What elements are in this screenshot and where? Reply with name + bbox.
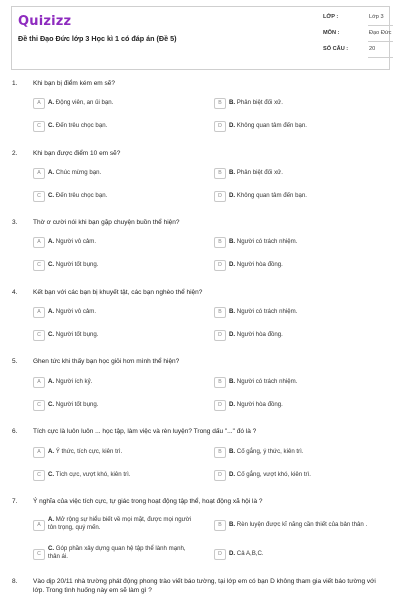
option-text: Rèn luyện được kĩ năng cần thiết của bản thân .: [236, 521, 368, 528]
option-letter-box: B: [214, 520, 226, 531]
question-number: 3.: [12, 219, 18, 226]
option-d[interactable]: D D. Không quan tâm đến bạn.: [214, 120, 384, 134]
option-letter-box: C: [33, 330, 45, 341]
option-text: Người tốt bụng.: [55, 331, 99, 338]
option-text: Người vô cảm.: [55, 308, 97, 315]
option-text: Động viên, an ủi bạn.: [55, 99, 114, 106]
meta-value: Đạo Đức: [369, 30, 392, 36]
option-text: Phân biệt đối xử.: [236, 99, 283, 106]
question-text: Kết bạn với các bạn bị khuyết tật, các bạn nghèo thể hiện?: [33, 289, 203, 296]
option-b[interactable]: B B. Phân biệt đối xử.: [214, 167, 384, 181]
question-text: Ghen tức khi thấy bạn học giỏi hơn mình thể hiện?: [33, 358, 180, 365]
option-letter-box: D: [214, 470, 226, 481]
option-text: Người hòa đồng.: [236, 261, 283, 268]
question-number: 2.: [12, 150, 18, 157]
option-letter-box: B: [214, 377, 226, 388]
option-b[interactable]: B B. Cố gắng, ý thức, kiên trì.: [214, 446, 384, 460]
option-b[interactable]: B B. Người có trách nhiệm.: [214, 306, 384, 320]
option-b[interactable]: B B. Người có trách nhiệm.: [214, 236, 384, 250]
option-text: Không quan tâm đến bạn.: [236, 192, 307, 199]
meta-underline: [368, 41, 393, 42]
option-text: Tích cực, vượt khó, kiên trì.: [55, 471, 131, 478]
meta-label: LỚP :: [323, 14, 339, 20]
option-letter-box: D: [214, 400, 226, 411]
option-letter-box: A: [33, 307, 45, 318]
meta-value: Lớp 3: [369, 14, 384, 20]
option-c[interactable]: C C. Người tốt bụng.: [33, 329, 203, 343]
option-a[interactable]: A A. Ý thức, tích cực, kiên trì.: [33, 446, 203, 460]
option-text: Góp phần xây dựng quan hệ tập thể lành mạnh, thân ái.: [48, 545, 186, 560]
meta-value: 20: [369, 46, 376, 52]
option-letter-box: B: [214, 447, 226, 458]
option-a[interactable]: A A. Người vô cảm.: [33, 306, 203, 320]
option-text: Người tốt bụng.: [55, 401, 99, 408]
option-letter-box: A: [33, 237, 45, 248]
option-letter-box: C: [33, 260, 45, 271]
option-text: Cố gắng, vượt khó, kiên trì.: [236, 471, 311, 478]
option-a[interactable]: A A. Động viên, an ủi bạn.: [33, 97, 203, 111]
option-d[interactable]: D D. Người hòa đồng.: [214, 329, 384, 343]
option-text: Đến trêu chọc bạn.: [55, 192, 108, 199]
option-text: Mở rộng sự hiểu biết về mọi mặt, được mọi người tôn trọng, quý mến.: [48, 516, 192, 531]
meta-underline: [368, 57, 393, 58]
option-c[interactable]: C C. Đến trêu chọc bạn.: [33, 120, 203, 134]
option-a[interactable]: A A. Chúc mừng bạn.: [33, 167, 203, 181]
question-number: 5.: [12, 358, 18, 365]
question-text: Thờ ơ cười nói khi bạn gặp chuyện buồn thể hiện?: [33, 219, 180, 226]
option-b[interactable]: B B. Rèn luyện được kĩ năng cần thiết của bản thân .: [214, 519, 384, 533]
option-c[interactable]: C C. Góp phần xây dựng quan hệ tập thể lành mạnh, thân ái.: [33, 544, 203, 566]
meta-label: SỐ CÂU :: [323, 46, 349, 52]
meta-question-count: [323, 44, 393, 58]
option-letter-box: B: [214, 168, 226, 179]
option-d[interactable]: D D. Cố gắng, vượt khó, kiên trì.: [214, 469, 384, 483]
option-a[interactable]: A A. Mở rộng sự hiểu biết về mọi mặt, được mọi người tôn trọng, quý mến.: [33, 515, 203, 537]
option-letter-box: C: [33, 191, 45, 202]
question-number: 6.: [12, 428, 18, 435]
option-c[interactable]: C C. Người tốt bụng.: [33, 259, 203, 273]
option-letter-box: D: [214, 330, 226, 341]
option-b[interactable]: B B. Phân biệt đối xử.: [214, 97, 384, 111]
question-number: 1.: [12, 80, 18, 87]
question-text: Khi bạn bị điểm kém em sẽ?: [33, 80, 116, 87]
option-text: Người tốt bụng.: [55, 261, 99, 268]
option-c[interactable]: C C. Tích cực, vượt khó, kiên trì.: [33, 469, 203, 483]
quizizz-logo: Quizizz: [18, 14, 72, 29]
option-letter-box: A: [33, 447, 45, 458]
option-text: Ý thức, tích cực, kiên trì.: [55, 448, 123, 455]
option-text: Người ích kỷ.: [55, 378, 93, 385]
question-number: 4.: [12, 289, 18, 296]
option-letter-box: B: [214, 98, 226, 109]
option-letter-box: C: [33, 121, 45, 132]
option-letter-box: D: [214, 549, 226, 560]
option-letter-box: D: [214, 191, 226, 202]
option-text: Đến trêu chọc bạn.: [55, 122, 108, 129]
option-text: Cả A,B,C.: [236, 550, 264, 557]
option-text: Người vô cảm.: [55, 238, 97, 245]
option-letter-box: B: [214, 307, 226, 318]
question-text: Ý nghĩa của việc tích cực, tự giác trong hoạt động tập thể, hoạt động xã hội là ?: [33, 498, 263, 505]
option-text: Phân biệt đối xử.: [236, 169, 283, 176]
meta-underline: [368, 25, 393, 26]
option-letter-box: C: [33, 470, 45, 481]
option-text: Người có trách nhiệm.: [236, 308, 298, 315]
meta-class: [323, 12, 393, 26]
option-text: Người hòa đồng.: [236, 331, 283, 338]
question-text: Tích cực là luôn luôn ... học tập, làm việc và rèn luyện? Trong dấu "..." đó là ?: [33, 428, 257, 435]
question-text: Vào dịp 20/11 nhà trường phát động phong trào viết báo tường, tại lớp em có bạn D không tham gia viết báo tường với lớp. Trong tình huống này em sẽ làm gì ?: [33, 578, 376, 594]
option-text: Người có trách nhiệm.: [236, 378, 298, 385]
page-title: Đề thi Đạo Đức lớp 3 Học kì 1 có đáp án (Đề 5): [18, 34, 177, 43]
option-letter-box: C: [33, 400, 45, 411]
option-d[interactable]: D D. Cả A,B,C.: [214, 548, 384, 562]
option-d[interactable]: D D. Không quan tâm đến bạn.: [214, 190, 384, 204]
question-number: 7.: [12, 498, 18, 505]
option-text: Không quan tâm đến bạn.: [236, 122, 307, 129]
worksheet-header: [11, 6, 390, 70]
option-letter-box: D: [214, 121, 226, 132]
option-text: Cố gắng, ý thức, kiên trì.: [236, 448, 304, 455]
option-d[interactable]: D D. Người hòa đồng.: [214, 259, 384, 273]
option-b[interactable]: B B. Người có trách nhiệm.: [214, 376, 384, 390]
option-letter-box: A: [33, 520, 45, 531]
option-letter-box: C: [33, 549, 45, 560]
option-letter-box: A: [33, 98, 45, 109]
option-a[interactable]: A A. Người vô cảm.: [33, 236, 203, 250]
option-d[interactable]: D D. Người hòa đồng.: [214, 399, 384, 413]
option-text: Người có trách nhiệm.: [236, 238, 298, 245]
meta-label: MÔN :: [323, 30, 340, 36]
option-letter-box: B: [214, 237, 226, 248]
option-a[interactable]: A A. Người ích kỷ.: [33, 376, 203, 390]
option-c[interactable]: C C. Đến trêu chọc bạn.: [33, 190, 203, 204]
option-text: Chúc mừng bạn.: [55, 169, 102, 176]
option-text: Người hòa đồng.: [236, 401, 283, 408]
question-number: 8.: [12, 578, 18, 585]
option-c[interactable]: C C. Người tốt bụng.: [33, 399, 203, 413]
option-letter-box: A: [33, 168, 45, 179]
option-letter-box: D: [214, 260, 226, 271]
meta-subject: [323, 28, 393, 42]
option-letter-box: A: [33, 377, 45, 388]
question-text: Khi bạn được điểm 10 em sẽ?: [33, 150, 121, 157]
